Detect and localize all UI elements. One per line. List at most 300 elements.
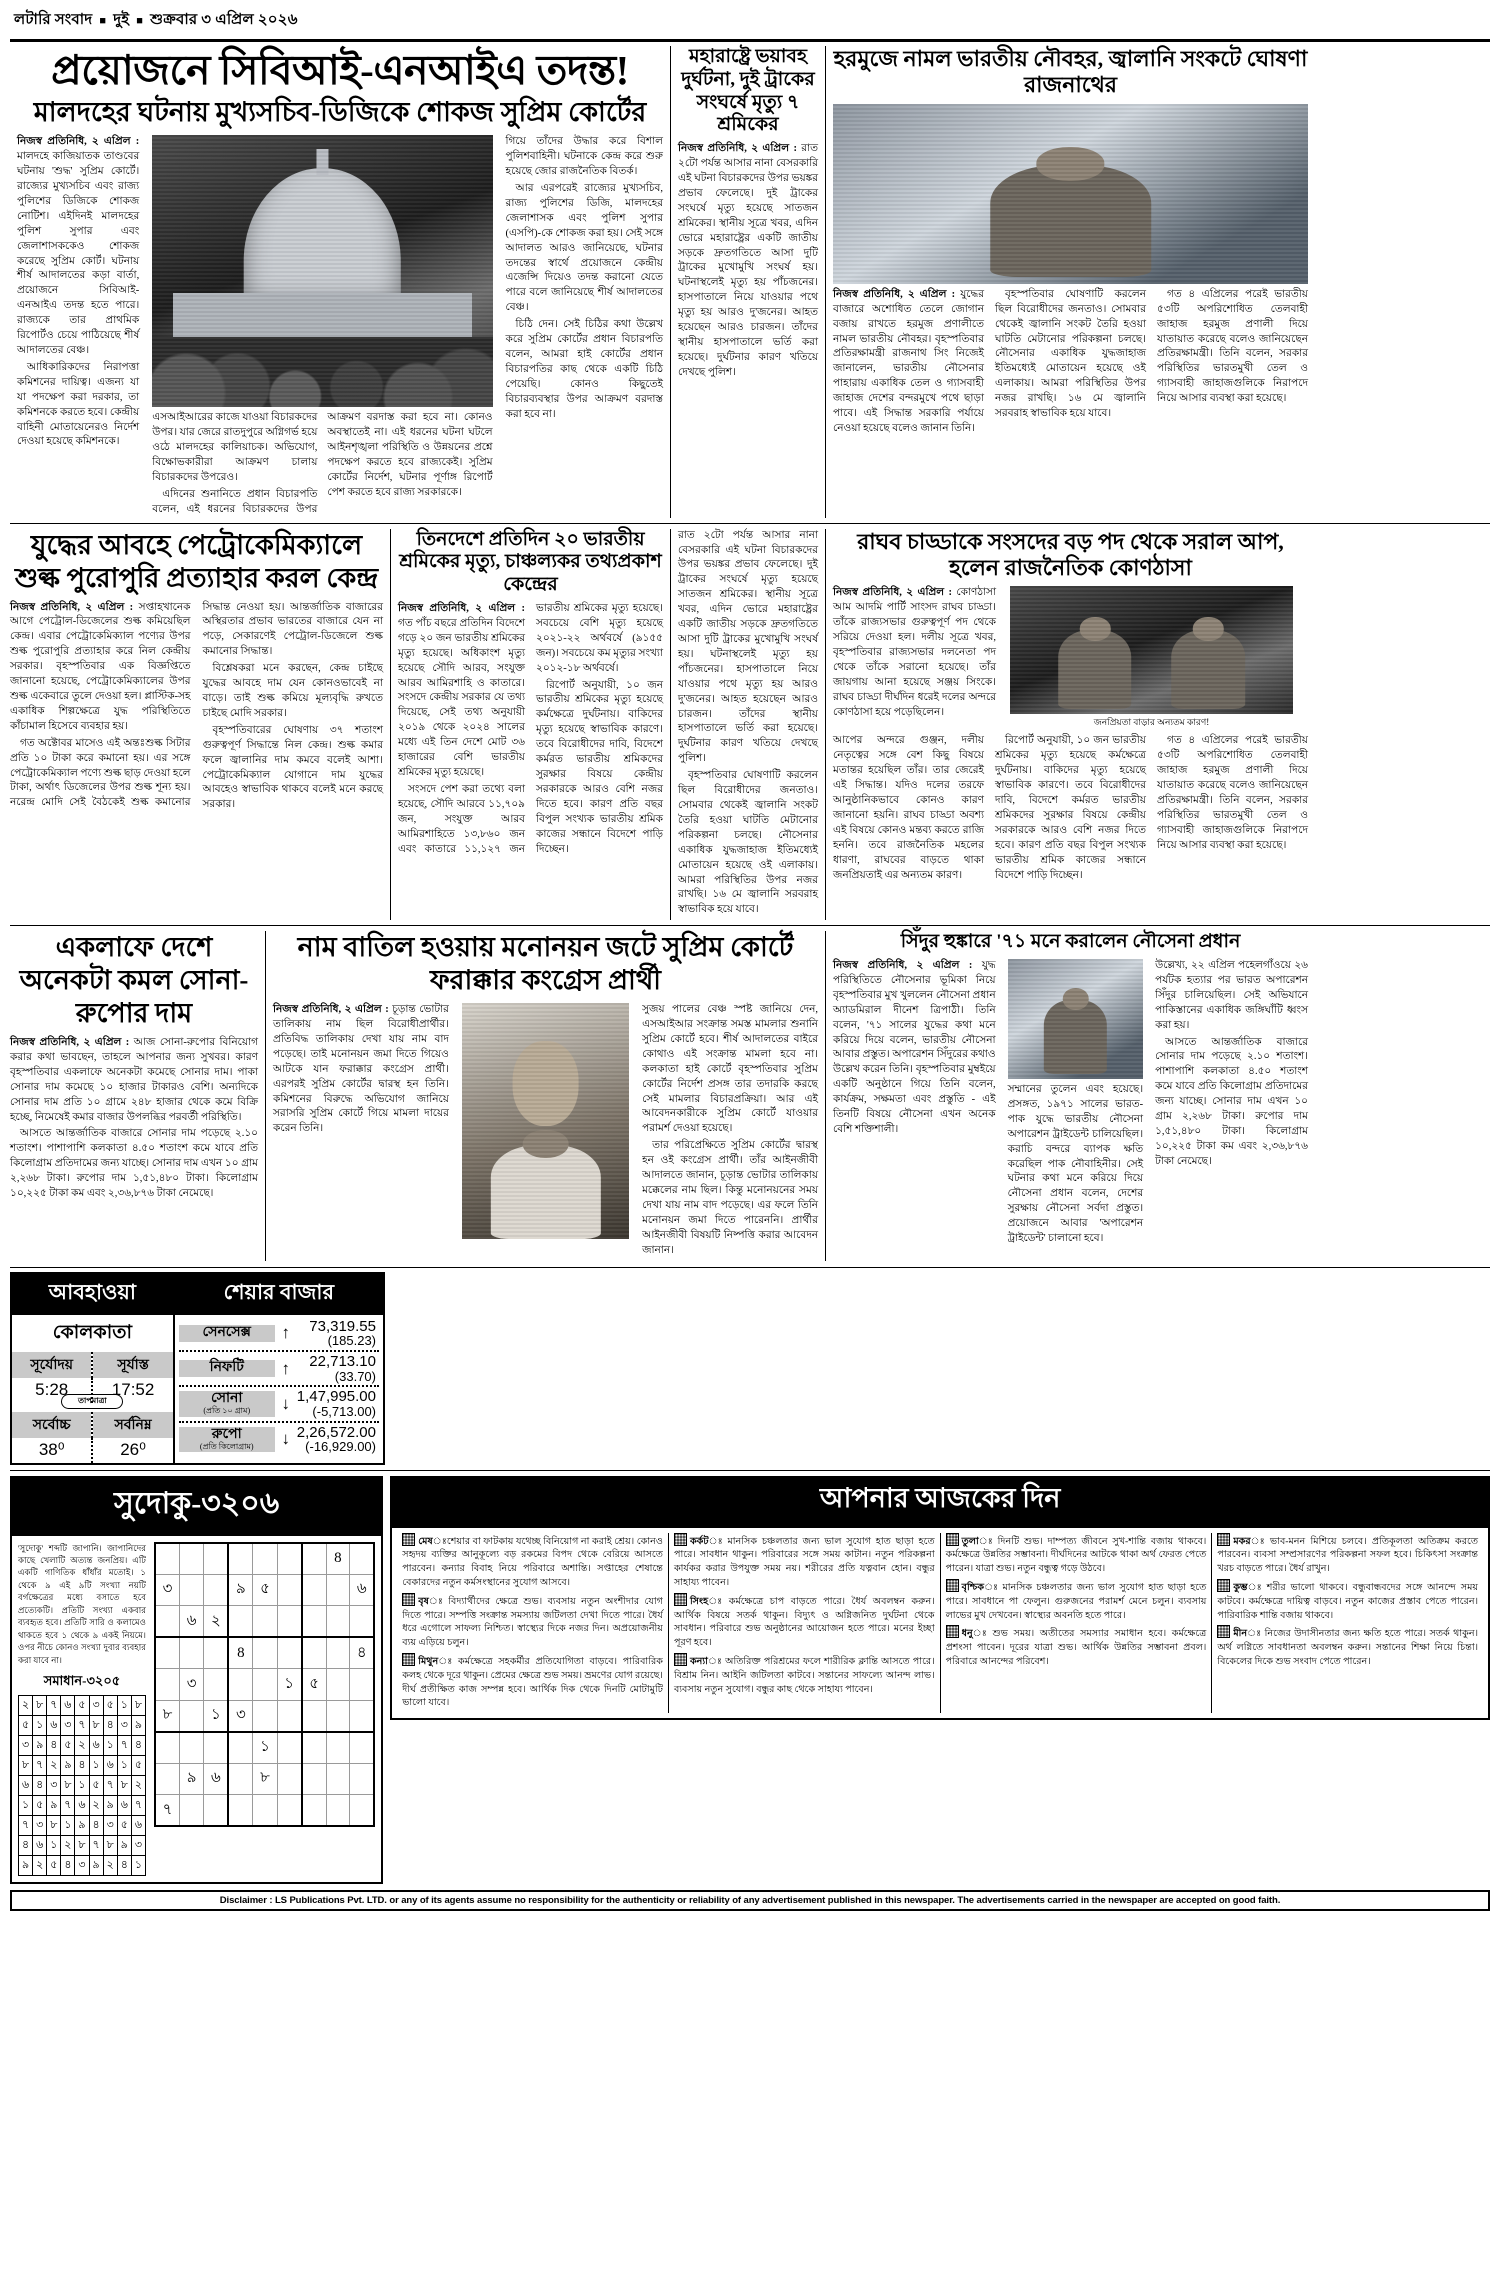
sudoku-solution-cell: ৩	[33, 1816, 47, 1836]
sudoku-row	[155, 1669, 374, 1701]
horoscope-column	[1211, 1533, 1483, 1714]
lead-col-1b: আধিকারিকদের নিরাপত্তা কমিশনের দায়িত্ব। এজন্য যা যা পদক্ষেপ করা দরকার, তা কমিশনকে করতে হবে। কেন্দ্রীয় বাহিনী মোতায়েনেরও নির্দেশ দেওয়া হয়েছে কমিশনকে।	[17, 361, 140, 448]
sudoku-cell[interactable]	[180, 1732, 204, 1764]
sudoku-solution-cell: ৩	[47, 1776, 61, 1796]
gold-col-2: আসতে আন্তর্জাতিক বাজারে সোনার দাম পড়েছে ২.১০ শতাংশ। পাশাপাশি কলকাতা ৪.৫০ শতাংশ কমে যাবে প্রতি কিলোগ্রাম প্রতিদামের জন্য যাচ্ছে। সোনার দাম এখন ১০ গ্রাম ২,২৬৮ টাকা। রুপোর দাম ১,৫১,৪৮০ টাকা। কিলোগ্রাম ১০,২২৫ টাকা কম এবং ২,৩৬,৮৭৬ টাকা নেমেছে।	[10, 1128, 258, 1200]
lead-col-2: এসআইআরের কাজে যাওয়া বিচারকদের উপর। যার জেরে রাতদুপুরে অগ্নিগর্ভ হয়ে ওঠে মালদহের কালিয়াচক। অভিযোগ, বিক্ষোভকারীরা আক্রমণ চালায় বিচারকদের উপরেও।	[152, 412, 318, 483]
raghav-headline: রাঘব চাড্ডাকে সংসদের বড় পদ থেকে সরাল আপ, হলেন রাজনৈতিক কোণঠাসা	[857, 528, 1284, 581]
masthead-bullet-2: ■	[136, 15, 144, 27]
share-up-arrow-icon: ↑	[281, 1358, 290, 1378]
sudoku-solution-cell: ২	[47, 1756, 61, 1776]
maharashtra-story	[670, 46, 825, 518]
lead-col-1: মালদহে কাজিয়াতক তাণ্ডবের ঘটনায় 'শুদ্ধ' সুপ্রিম কোর্টে। রাজ্যের মুখ্যসচিব এবং রাজ্য পুলিশের ডিজিকে শোকজ নোটিশ। এইদিনই মালদহের পুলিশ সুপার এবং জেলাশাসককেও শোকজ করেছে সুপ্রিম কোর্ট। ঘটনায় শীর্ষ আদালতের কড়া বার্তা, প্রয়োজনে সিবিআই-এনআইএ তদন্ত হতে পারে। রাজ্যকে তার প্রাথমিক রিপোর্টও চেয়ে পাঠিয়েছে শীর্ষ আদালতের বেঞ্চ।	[17, 151, 140, 356]
sudoku-cell[interactable]: ২	[204, 1606, 229, 1638]
zodiac-glyph-icon	[946, 1533, 959, 1546]
band-divider-2	[10, 925, 1490, 926]
disclaimer: Disclaimer : LS Publications Pvt. LTD. or any of its agents assume no responsibility for the authenticity or reliability of any advertisement published in this newspaper. The advertisements carried in the newspaper are accepted on good faith.	[10, 1890, 1490, 1911]
gold-col-1: আজ সোনা-রুপোর বিনিয়োগ করার কথা ভাবছেন, তাহলে আপনার জন্য সুখবর। কারণ বৃহস্পতিবার একলাফে অনেকটা কমেছে সোনার দাম। পাকা সোনার দাম কমেছে ১০ হাজার টাকারও বেশি। অন্যদিকে সোনার দাম প্রতি ১০ গ্রামে ২৪৮ হাজার থেকে কমে বিক্রি হচ্ছে, নিমেষেই কমার বাজার উপলব্ধির পরবর্তী পরিস্থিতি।	[10, 1037, 258, 1123]
maharashtra-byline: নিজস্ব প্রতিনিধি, ২ এপ্রিল :	[678, 143, 797, 155]
navy-headline: হরমুজে নামল ভারতীয় নৌবহর, জ্বালানি সংকটে ঘোষণা রাজনাথের	[833, 46, 1308, 98]
zodiac-sign-name: কন্যা	[689, 1656, 708, 1667]
sudoku-cell[interactable]	[277, 1732, 301, 1764]
horoscope-sign	[402, 1533, 663, 1590]
horoscope-sign	[1217, 1625, 1478, 1668]
sudoku-cell[interactable]	[228, 1732, 253, 1764]
zodiac-sign-text: ঃ দিনটি শুভ। দাম্পত্য জীবনে সুখ-শান্তি বজায় থাকবে। কর্মক্ষেত্রে উন্নতির সম্ভাবনা। দীর্ঘদিনের আটকে থাকা অর্থ ফেরত পেতে পারেন। যাত্রা শুভ। নতুন বন্ধুত্ব গড়ে উঠবে।	[945, 1535, 1207, 1575]
sudoku-solution-cell: ৫	[75, 1696, 89, 1716]
sindoor-navy-chief-story	[825, 931, 1315, 1260]
sudoku-solution-cell: ৩	[131, 1836, 145, 1856]
sunset-value: 17:52	[111, 1379, 155, 1399]
sudoku-cell[interactable]	[350, 1669, 375, 1701]
publication-date: শুক্রবার ৩ এপ্রিল ২০২৬	[150, 12, 298, 28]
petro-col-2: গত অক্টোবর মাসেও এই অন্তঃশুল্ক সিটার প্রতি ১০ টাকা করে কমানো হয়। এর সঙ্গে পেট্রোকেমিক্যাল পণ্যে শুল্ক ছাড় দেওয়া হলে টাকা, অর্থাৎ ডিজেলের উপর শুল্ক শূন্য হয়। নরেন্দ্র মোদি সেই বৈঠকেই শুল্ক কমানোর সিদ্ধান্ত নেওয়া হয়। আন্তর্জাতিক বাজারের অস্থিরতার প্রভাব ভারতের বাজারে যেন না পড়ে, সেকারণেই পেট্রোল-ডিজেলে শুল্ক কমানোর সিদ্ধান্ত।	[10, 601, 383, 809]
weather-title: আবহাওয়া	[12, 1274, 173, 1315]
sudoku-row	[155, 1574, 374, 1606]
sudoku-cell[interactable]: ৬	[204, 1763, 229, 1795]
zodiac-sign-name: বৃশ্চিক	[961, 1581, 985, 1593]
info-box	[10, 1272, 385, 1465]
sudoku-solution-cell: ৫	[103, 1696, 117, 1716]
share-unit: (প্রতি ১০ গ্রাম)	[203, 1406, 251, 1416]
horoscope-column	[940, 1533, 1212, 1714]
sudoku-solution-row	[19, 1856, 146, 1876]
sudoku-solution-cell: ৫	[61, 1736, 75, 1756]
sudoku-cell[interactable]	[155, 1606, 180, 1638]
sudoku-cell[interactable]	[253, 1543, 277, 1575]
sudoku-cell[interactable]	[155, 1637, 180, 1669]
sudoku-cell[interactable]	[302, 1763, 326, 1795]
share-name: নিফটি	[179, 1360, 275, 1377]
sudoku-cell[interactable]: ৪	[350, 1637, 375, 1669]
navy-byline: নিজস্ব প্রতিনিধি, ২ এপ্রিল :	[833, 288, 956, 300]
sudoku-cell[interactable]	[228, 1763, 253, 1795]
navy-story	[825, 46, 1315, 518]
temperature-badge: তাপমাত্রা	[61, 1394, 123, 1409]
band-divider-3	[10, 1267, 1490, 1268]
zodiac-glyph-icon	[946, 1579, 959, 1592]
sudoku-cell[interactable]	[350, 1763, 375, 1795]
lead-col-3: এদিনের শুনানিতে প্রধান বিচারপতি বলেন, এই ধরনের বিচারকদের উপর আক্রমণ বরদাস্ত করা হবে না। কোনও অবস্থাতেই না। এই ধরনের ঘটনা ঘটলে আইনশৃঙ্খলা পরিস্থিতি ও উন্নয়নের প্রশ্নে পদক্ষেপ করতে হবে রাজ্যকেই। সুপ্রিম কোর্টের নির্দেশ, ঘটনার পূর্ণাঙ্গ রিপোর্ট পেশ করতে হবে রাজ্য সরকারকে।	[152, 412, 493, 515]
sudoku-cell[interactable]	[204, 1732, 229, 1764]
zodiac-sign-text: ঃ ভাব-মনন মিশিয়ে চলবে। প্রতিকূলতা অতিক্রম করতে পারবেন। ব্যবসা সম্প্রসারণের পরিকল্পনা সফল হবে। চিকিৎসা সংক্রান্ত খরচ বাড়তে পারে। ধৈর্য রাখুন।	[1217, 1535, 1479, 1575]
tin-headline: তিনদেশে প্রতিদিন ২০ ভারতীয় শ্রমিকের মৃত্যু, চাঞ্চল্যকর তথ্যপ্রকাশ কেন্দ্রের	[399, 528, 662, 596]
lead-story	[10, 46, 670, 518]
lead-headline: মালদহের ঘটনায় মুখ্যসচিব-ডিজিকে শোকজ সুপ্রিম কোর্টের	[33, 97, 647, 128]
sudoku-cell[interactable]	[302, 1606, 326, 1638]
migrant-workers-story	[390, 529, 670, 921]
sudoku-cell[interactable]	[277, 1606, 301, 1638]
congress-headline: নাম বাতিল হওয়ায় মনোনয়ন জটে সুপ্রিম কোর্টে ফরাক্কার কংগ্রেস প্রার্থী	[297, 932, 794, 996]
sudoku-solution-cell: ৩	[117, 1716, 131, 1736]
sudoku-solution-cell: ৯	[61, 1756, 75, 1776]
share-row	[179, 1352, 379, 1387]
petro-col-3: বিশ্লেষকরা মনে করছেন, কেন্দ্র চাইছে যুদ্ধের আবহে দাম যেন কোনওভাবেই না বাড়ে। তাই শুল্ক কমিয়ে মূল্যবৃদ্ধি রুখতে চাইছে মোদি সরকার।	[202, 663, 383, 719]
sudoku-solution-cell: ৯	[117, 1836, 131, 1856]
sudoku-solution-cell: ১	[47, 1836, 61, 1856]
weather-city: কোলকাতা	[52, 1321, 132, 1343]
masthead-rule	[10, 39, 1490, 42]
sudoku-solution-cell: ৪	[47, 1736, 61, 1756]
sudoku-solution-cell: ৩	[103, 1816, 117, 1836]
zodiac-sign-text: ঃশেয়ার বা ফাটকায় যথেচ্ছ বিনিয়োগ না করাই শ্রেয়। কোনও সহৃদয় ব্যক্তির আনুকূল্যে বড় রকমের বিপদ থেকে বেরিয়ে আসতে পারবেন। কন্যার বিবাহ নিয়ে পরিবারে অশান্তি। সপ্তাহের শেষান্তে বেকারদের নতুন কর্মসংস্থানের সুযোগ আসবে।	[402, 1535, 663, 1588]
sudoku-row	[155, 1606, 374, 1638]
raghav-byline: নিজস্ব প্রতিনিধি, ২ এপ্রিল :	[833, 587, 952, 599]
masthead	[10, 6, 1490, 37]
sudoku-solution-cell: ৬	[61, 1696, 75, 1716]
rajnath-photo	[833, 104, 1308, 284]
sudoku-cell[interactable]	[253, 1606, 277, 1638]
max-temp-label: সর্বোচ্চ	[12, 1412, 91, 1438]
sudoku-cell[interactable]	[277, 1543, 301, 1575]
sudoku-solution-cell: ৯	[103, 1796, 117, 1816]
sudoku-solution-cell: ৬	[47, 1716, 61, 1736]
share-row	[179, 1317, 379, 1352]
gold-byline: নিজস্ব প্রতিনিধি, ২ এপ্রিল :	[10, 1037, 130, 1049]
sudoku-solution-cell: ৪	[19, 1836, 33, 1856]
sudoku-cell[interactable]: ৮	[155, 1700, 180, 1732]
sudoku-cell[interactable]	[302, 1700, 326, 1732]
horoscope-sign	[946, 1533, 1207, 1576]
sudoku-cell[interactable]	[277, 1700, 301, 1732]
sudoku-cell[interactable]	[350, 1606, 375, 1638]
sudoku-cell[interactable]	[180, 1543, 204, 1575]
share-value: 1,47,995.00 (-5,713.00)	[296, 1388, 376, 1420]
horoscope-sign	[1217, 1579, 1478, 1622]
sudoku-solution-cell: ৮	[89, 1716, 103, 1736]
sudoku-cell[interactable]	[204, 1543, 229, 1575]
lead-byline: নিজস্ব প্রতিনিধি, ২ এপ্রিল :	[17, 136, 140, 148]
sudoku-cell[interactable]	[326, 1606, 350, 1638]
sudoku-solution-cell: ৪	[75, 1756, 89, 1776]
sudoku-title: সুদোকু-৩২০৬	[10, 1476, 383, 1536]
sindoor-col-2: সম্মানের তুলেন এবং হয়েছে। প্রসঙ্গত, ১৯৭১ সালের ভারত-পাক যুদ্ধে ভারতীয় নৌসেনা অপারেশন ট্রাইডেন্ট চালিয়েছিল। করাচি বন্দরে ব্যাপক ক্ষতি করেছিল পাক নৌবাহিনীর। সেই ঘটনার কথা মনে করিয়ে দিয়ে নৌসেনা প্রধান বলেন, দেশের সুরক্ষায় নৌসেনা সর্বদা প্রস্তুত। প্রয়োজনে আবার 'অপারেশন ট্রাইডেন্ট' চালানো হবে।	[1007, 1084, 1144, 1245]
sudoku-cell[interactable]	[228, 1795, 253, 1827]
sudoku-solution-cell: ৪	[131, 1736, 145, 1756]
zodiac-glyph-icon	[402, 1533, 415, 1546]
sudoku-cell[interactable]: 8	[228, 1637, 253, 1669]
sudoku-cell[interactable]	[326, 1763, 350, 1795]
share-change: (185.23)	[327, 1333, 376, 1349]
share-row	[179, 1423, 379, 1456]
maharashtra-text: রাত ২টো পর্যন্ত আসার নানা বেসরকারি এই ঘটনা বিচারকদের উপর ভয়ঙ্কর প্রভাব ফেলেছে। দুই ট্রাকের সংঘর্ষে মৃত্যু হয়েছে সাতজন শ্রমিকের। স্থানীয় সূত্রে খবর, এদিন ভোরে মহারাষ্ট্রের একটি জাতীয় সড়কে দ্রুতগতিতে আসা দুটি ট্রাকের মুখোমুখি সংঘর্ষ হয়। ঘটনাস্থলেই মৃত্যু হয় পাঁচজনের। হাসপাতালে নিয়ে যাওয়ার পথে মৃত্যু হয় আরও দু'জনের। আহত হয়েছেন আরও চারজন। তাঁদের স্থানীয় হাসপাতালে ভর্তি করা হয়েছে। দুর্ঘটনার কারণ খতিয়ে দেখছে পুলিশ।	[678, 143, 818, 378]
zodiac-glyph-icon	[1217, 1533, 1230, 1546]
sudoku-cell[interactable]	[180, 1795, 204, 1827]
share-change: (33.70)	[334, 1368, 376, 1384]
sudoku-cell[interactable]: ৩	[180, 1669, 204, 1701]
sudoku-cell[interactable]: ৭	[155, 1795, 180, 1827]
sudoku-cell[interactable]	[326, 1795, 350, 1827]
navy-col-1: যুদ্ধের বাজারে অশোধিত তেলে জোগান বজায় রাখতে হরমুজ প্রণালীতে নামল ভারতীয় নৌবহর। বৃহস্পতিবার প্রতিরক্ষামন্ত্রী রাজনাথ সিং নিজেই জানালেন, ভারতীয় নৌসেনার পাহারায় একাধিক তেল ও গ্যাসবাহী জাহাজ দেশের বন্দরমুখে পথে ছাড়া পাবে। এই সিদ্ধান্ত সরকারি পর্যায়ে নেওয়া হয়েছে বলেও জানান তিনি।	[833, 288, 984, 434]
horoscope-sign	[674, 1533, 935, 1590]
sudoku-solution-cell: ১	[117, 1696, 131, 1716]
navy-col-2: বৃহস্পতিবার ঘোষণাটি করলেন ছিল বিরোধীদের জনতাও। সোমবার থেকেই জ্বালানি সংকট তৈরি হওয়া ঘাটতি মেটানোর পরিকল্পনা চলছে। নৌসেনার একাধিক যুদ্ধজাহাজ ইতিমধ্যেই মোতায়েন হয়েছে ওই এলাকায়। আমরা পরিস্থিতির উপর নজর রাখছি। ১৬ মে জ্বালানি সরবরাহ স্বাভাবিক হয়ে যাবে।	[995, 288, 1146, 420]
lead-col-5: আর এরপরেই রাজ্যের মুখ্যসচিব, রাজ্য পুলিশের ডিজি, মালদহের জেলাশাসক এবং পুলিশ সুপার (এসপি)-কে শোকজ করা হয়। সেই সঙ্গে আদালত আরও জানিয়েছে, ঘটনার তদন্তের স্বার্থে প্রয়োজনে কেন্দ্রীয় এজেন্সি দিয়েও তদন্ত করানো যেতে পারে বলে জানিয়েছে শীর্ষ আদালতের বেঞ্চ।	[505, 183, 663, 314]
sindoor-headline: সিঁদুর হুঙ্কারে '৭১ মনে করালেন নৌসেনা প্রধান	[900, 931, 1241, 953]
tin-col-3: রিপোর্ট অনুযায়ী, ১০ জন ভারতীয় শ্রমিকের মৃত্যু হয়েছে কর্মক্ষেত্রে দুর্ঘটনায়। বাকিদের মৃত্যু হয়েছে স্বাভাবিক কারণে। তবে বিরোধীদের দাবি, বিদেশে কর্মরত ভারতীয় শ্রমিকদের সুরক্ষার বিষয়ে কেন্দ্রীয় সরকারকে আরও বেশি নজর দিতে হবে। কারণ প্রতি বছর বিপুল সংখ্যক ভারতীয় শ্রমিক কাজের সন্ধানে বিদেশে পাড়ি দিচ্ছেন।	[536, 679, 663, 855]
sudoku-cell[interactable]	[253, 1669, 277, 1701]
sudoku-cell[interactable]: ১	[277, 1669, 301, 1701]
sudoku-cell[interactable]	[228, 1543, 253, 1575]
sudoku-solution-row	[19, 1776, 146, 1796]
navy-col-3: গত ৪ এপ্রিলের পরেই ভারতীয় ৫৩টি অপরিশোধিত তেলবাহী জাহাজ হরমুজ প্রণালী দিয়ে যাতায়াত করেছে বলেও জানিয়েছেন প্রতিরক্ষামন্ত্রী। তিনি বলেন, সরকার পরিস্থিতির ভারতমুখী তেল ও গ্যাসবাহী জাহাজগুলিকে নিরাপদে নিয়ে আসার ব্যবস্থা করা হয়েছে।	[1157, 288, 1308, 405]
zodiac-sign-name: ধনু	[961, 1628, 973, 1640]
sudoku-cell[interactable]: ৮	[253, 1763, 277, 1795]
sudoku-solution-cell: ৯	[47, 1796, 61, 1816]
lead-col-4: গিয়ে তাঁদের উদ্ধার করে বিশাল পুলিশবাহিনী। ঘটনাকে কেন্দ্র করে শুরু হয়েছে জোর রাজনৈতিক বিতর্ক।	[505, 136, 663, 178]
sudoku-cell[interactable]: ৫	[302, 1669, 326, 1701]
petro-byline: নিজস্ব প্রতিনিধি, ২ এপ্রিল :	[10, 601, 134, 613]
sudoku-solution-cell: ৯	[89, 1856, 103, 1876]
lead-col-6: চিঠি দেন। সেই চিঠির কথা উল্লেখ করে সুপ্রিম কোর্টের প্রধান বিচারপতি বলেন, আমরা হাই কোর্টের প্রধান বিচারপতির কাছ থেকে একটি চিঠি পেয়েছি। কোনও কিছুতেই বিচারব্যবস্থার উপর আক্রমণ বরদাস্ত করা হবে না।	[505, 319, 663, 420]
zodiac-sign-name: বৃষ	[418, 1595, 429, 1607]
sindoor-col-4: আসতে আন্তর্জাতিক বাজারে সোনার দাম পড়েছে ২.১০ শতাংশ। পাশাপাশি কলকাতা ৪.৫০ শতাংশ কমে যাবে প্রতি কিলোগ্রাম প্রতিদামের জন্য যাচ্ছে। সোনার দাম এখন ১০ গ্রাম ২,২৬৮ টাকা। রুপোর দাম ১,৫১,৪৮০ টাকা। কিলোগ্রাম ১০,২২৫ টাকা কম এবং ২,৩৬,৮৭৬ টাকা নেমেছে।	[1155, 1036, 1309, 1167]
horoscope-sign	[402, 1653, 663, 1710]
sudoku-cell[interactable]	[302, 1543, 326, 1575]
zodiac-sign-text: ঃ অতিরিক্ত পরিশ্রমের ফলে শারীরিক ক্লান্তি আসতে পারে। বিশ্রাম নিন। আইনি জটিলতা কাটবে। সন্তানের সাফল্যে আনন্দ লাভ। ব্যবসায় নতুন সুযোগ। বন্ধুর কাছ থেকে সাহায্য পাবেন।	[673, 1656, 935, 1695]
sudoku-cell[interactable]	[277, 1637, 301, 1669]
sudoku-solution-cell: ৭	[117, 1736, 131, 1756]
horoscope-sign	[402, 1593, 663, 1650]
sudoku-cell[interactable]: 8	[326, 1543, 350, 1575]
band-divider-1	[10, 523, 1490, 524]
sudoku-cell[interactable]	[326, 1574, 350, 1606]
sudoku-solution-cell: ৬	[117, 1796, 131, 1816]
gold-headline: একলাফে দেশে অনেকটা কমল সোনা-রুপোর দাম	[19, 932, 249, 1029]
sudoku-solution-cell: ৯	[75, 1816, 89, 1836]
share-rows	[175, 1315, 383, 1459]
sudoku-cell[interactable]: ৩	[155, 1574, 180, 1606]
sudoku-cell[interactable]	[155, 1763, 180, 1795]
sudoku-solution-cell: ৯	[19, 1856, 33, 1876]
sunrise-label: সূর্যোদয়	[12, 1352, 91, 1378]
sudoku-solution-cell: ১	[89, 1756, 103, 1776]
sudoku-cell[interactable]	[204, 1669, 229, 1701]
sudoku-cell[interactable]	[277, 1574, 301, 1606]
raghav-col-4: গত ৪ এপ্রিলের পরেই ভারতীয় ৫৩টি অপরিশোধিত তেলবাহী জাহাজ হরমুজ প্রণালী দিয়ে যাতায়াত করেছে বলেও জানিয়েছেন প্রতিরক্ষামন্ত্রী। তিনি বলেন, সরকার পরিস্থিতির ভারতমুখী তেল ও গ্যাসবাহী জাহাজগুলিকে নিরাপদে নিয়ে আসার ব্যবস্থা করা হয়েছে।	[1157, 735, 1308, 851]
zodiac-sign-text: ঃ নিজের উদাসীনতার জন্য ক্ষতি হতে পারে। সতর্ক থাকুন। অর্থ লগ্নিতে সাবধানতা অবলম্বন করুন। সন্তানের শিক্ষা নিয়ে চিন্তা। বিকেলের দিকে শুভ সংবাদ পেতে পারেন।	[1217, 1628, 1479, 1667]
zodiac-glyph-icon	[1217, 1625, 1230, 1638]
sudoku-solution-cell: ১	[75, 1776, 89, 1796]
sunrise-value: 5:28	[35, 1379, 69, 1399]
sudoku-solution-cell: ৫	[33, 1796, 47, 1816]
paper-name: লটারি সংবাদ	[14, 12, 93, 28]
sudoku-cell[interactable]	[180, 1574, 204, 1606]
sudoku-cell[interactable]	[180, 1637, 204, 1669]
sudoku-cell[interactable]	[253, 1700, 277, 1732]
petro-col-4: বৃহস্পতিবারের ঘোষণায় ৩৭ শতাংশ গুরুত্বপূর্ণ সিদ্ধান্তে নিল কেন্দ্র। শুল্ক কমার ফলে জ্বালানির দাম কমবে বলেই আশা। পেট্রোকেমিক্যাল যোগানে দাম যুদ্ধের আবহেও স্বাভাবিক থাকবে বলেই মনে করছে সরকার।	[202, 724, 383, 811]
sudoku-cell[interactable]	[204, 1637, 229, 1669]
sudoku-solution-cell: ৮	[61, 1776, 75, 1796]
sudoku-solution-cell: ৬	[33, 1836, 47, 1856]
raghav-photo-caption: জনপ্রিয়তা বাড়ার অন্যতম কারণ!	[1093, 717, 1210, 728]
sudoku-row	[155, 1543, 374, 1575]
sudoku-cell[interactable]: ৫	[253, 1574, 277, 1606]
min-temp-label: সর্বনিম্ন	[93, 1412, 172, 1438]
congress-col-2: সুজয় পালের বেঞ্চ স্পষ্ট জানিয়ে দেন, এসআইআর সংক্রান্ত সমস্ত মামলার শুনানি সুপ্রিম কোর্টে হবে। শীর্ষ আদালতের বাইরে কোথাও এই সংক্রান্ত মামলা হবে না। কলকাতা হাই কোর্টে বৃহস্পতিবার সুপ্রিম কোর্টের নির্দেশ প্রসঙ্গ তার তদারকি করছে সেই মামলার বিচারপ্রক্রিয়া। আর এই আবেদনকারীকে সুপ্রিম কোর্টে যাওয়ার পরামর্শ দেওয়া হয়েছে।	[642, 1004, 819, 1135]
sudoku-solution-cell: ৮	[47, 1816, 61, 1836]
sudoku-cell[interactable]	[326, 1700, 350, 1732]
sudoku-solution-cell: ৫	[117, 1816, 131, 1836]
zodiac-glyph-icon	[402, 1593, 415, 1606]
sudoku-solution-cell: ৮	[103, 1836, 117, 1856]
raghav-chadha-story	[825, 529, 1315, 921]
zodiac-glyph-icon	[946, 1625, 959, 1638]
sudoku-cell[interactable]	[155, 1669, 180, 1701]
share-value: 73,319.55 (185.23)	[297, 1319, 379, 1348]
sudoku-cell[interactable]	[228, 1606, 253, 1638]
sudoku-cell[interactable]	[253, 1637, 277, 1669]
sudoku-cell[interactable]: ৩	[228, 1700, 253, 1732]
horoscope-block	[390, 1476, 1490, 1721]
raghav-col-3: রিপোর্ট অনুযায়ী, ১০ জন ভারতীয় শ্রমিকের মৃত্যু হয়েছে কর্মক্ষেত্রে দুর্ঘটনায়। বাকিদের মৃত্যু হয়েছে স্বাভাবিক কারণে। তবে বিরোধীদের দাবি, বিদেশে কর্মরত ভারতীয় শ্রমিকদের সুরক্ষার বিষয়ে কেন্দ্রীয় সরকারকে আরও বেশি নজর দিতে হবে। কারণ প্রতি বছর বিপুল সংখ্যক ভারতীয় শ্রমিক কাজের সন্ধানে বিদেশে পাড়ি দিচ্ছেন।	[995, 735, 1146, 881]
horoscope-sign	[946, 1579, 1207, 1622]
sudoku-solution-cell: ২	[33, 1856, 47, 1876]
raghav-col-2: আপের অন্দরে গুঞ্জন, দলীয় নেতৃত্বের সঙ্গে বেশ কিছু বিষয়ে মতান্তর হয়েছিল তাঁর। তার জেরেই এই সিদ্ধান্ত। যদিও দলের তরফে আনুষ্ঠানিকভাবে কোনও কারণ জানানো হয়নি। রাঘব চাড্ডা অবশ্য এই বিষয়ে কোনও মন্তব্য করতে রাজি হননি। তবে রাজনৈতিক মহলের ধারণা, রাঘবের বাড়তে থাকা জনপ্রিয়তাই এর অন্যতম কারণ।	[833, 735, 984, 881]
congress-col-1: চূড়ান্ত ভোটার তালিকায় নাম ছিল বিরোধীপ্রার্থীর। প্রতিবিদ্ধ তালিকায় দেখা যায় নাম বাদ পড়েছে। তাই মনোনয়ন জমা দিতে গিয়েও আটকে যান ফরাক্কার কংগ্রেস প্রার্থী। এরপরই সুপ্রিম কোর্টের দ্বারস্থ হন তিনি। কমিশনের বিরুদ্ধে অভিযোগ জানিয়ে সরাসরি সুপ্রিম কোর্টে গিয়ে মামলা দায়ের করেন তিনি।	[273, 1004, 449, 1135]
zodiac-glyph-icon	[1217, 1579, 1230, 1592]
horoscope-sign	[674, 1653, 935, 1696]
sindoor-col-1: যুদ্ধ পরিস্থিতিতে নৌসেনার ভূমিকা নিয়ে বৃহস্পতিবার মুখ খুললেন নৌসেনা প্রধান অ্যাডমিরাল দীনেশ ত্রিপাঠী। তিনি বলেন, '৭১ সালের যুদ্ধের কথা মনে করিয়ে দিয়ে বলেন, ভারতীয় নৌসেনা আবার প্রস্তুত। অপারেশন সিঁদুরের কথাও উল্লেখ করেন তিনি। বৃহস্পতিবার মুম্বইয়ে একটি অনুষ্ঠানে গিয়ে তিনি বলেন, কার্যক্রম, সক্ষমতা এবং প্রস্তুতি - এই তিনটি বিষয়ে নৌসেনা এখন অনেক বেশি শক্তিশালী।	[833, 960, 996, 1135]
sudoku-cell[interactable]	[204, 1795, 229, 1827]
sudoku-cell[interactable]	[326, 1732, 350, 1764]
sudoku-cell[interactable]	[326, 1637, 350, 1669]
sudoku-cell[interactable]	[302, 1637, 326, 1669]
sudoku-cell[interactable]	[277, 1795, 301, 1827]
sudoku-cell[interactable]	[253, 1795, 277, 1827]
sudoku-solution-cell: ৮	[117, 1776, 131, 1796]
zodiac-sign-name: তুলা	[961, 1535, 979, 1547]
sudoku-solution-cell: ১	[117, 1756, 131, 1776]
sudoku-cell[interactable]	[228, 1669, 253, 1701]
sudoku-solution-cell: ৫	[89, 1776, 103, 1796]
sudoku-solution-cell: ৮	[75, 1836, 89, 1856]
sudoku-solution-cell: ৯	[33, 1736, 47, 1756]
share-row	[179, 1387, 379, 1422]
share-title: শেয়ার বাজার	[175, 1274, 383, 1315]
tin-byline: নিজস্ব প্রতিনিধি, ২ এপ্রিল :	[398, 603, 525, 615]
sudoku-solution-cell: ২	[131, 1776, 145, 1796]
sudoku-solution-cell: ৭	[19, 1816, 33, 1836]
sudoku-cell[interactable]	[350, 1543, 375, 1575]
lead-kicker: প্রয়োজনে সিবিআই-এনআইএ তদন্ত!	[51, 47, 629, 93]
zodiac-sign-text: ঃ মানসিক চঞ্চলতার জন্য ভাল সুযোগ হাত ছাড়া হতে পারে। সাবধান থাকুন। পরিবারের সঙ্গে সময় কাটান। নতুন পরিকল্পনা কার্যকর করার উপযুক্ত সময় নয়। শরীরের প্রতি যত্নবান হোন। বন্ধুর সাহায্য পাবেন।	[673, 1535, 935, 1588]
share-name: রুপো (প্রতি কিলোগ্রাম)	[179, 1427, 275, 1452]
sudoku-cell[interactable]	[302, 1795, 326, 1827]
weather-widget	[12, 1274, 175, 1463]
horoscope-sign	[946, 1625, 1207, 1668]
sudoku-solution-row	[19, 1756, 146, 1776]
horoscope-column	[397, 1533, 668, 1714]
share-unit: (প্রতি কিলোগ্রাম)	[199, 1441, 254, 1451]
sudoku-row	[155, 1637, 374, 1669]
share-name: সেনসেক্স	[179, 1325, 275, 1342]
zodiac-sign-name: মেষ	[418, 1535, 433, 1547]
sudoku-solution-cell: ৪	[103, 1716, 117, 1736]
sindoor-byline: নিজস্ব প্রতিনিধি, ২ এপ্রিল :	[833, 960, 973, 972]
share-change: (-16,929.00)	[305, 1439, 376, 1455]
sudoku-cell[interactable]	[155, 1543, 180, 1575]
sudoku-cell[interactable]	[326, 1669, 350, 1701]
sudoku-cell[interactable]: ১	[253, 1732, 277, 1764]
sudoku-solution-title: সমাধান-৩২০৫	[43, 1673, 121, 1689]
sudoku-cell[interactable]	[180, 1700, 204, 1732]
sudoku-cell[interactable]: ৯	[180, 1763, 204, 1795]
sudoku-solution-cell: ৯	[131, 1716, 145, 1736]
horoscope-columns	[390, 1528, 1490, 1721]
sudoku-solution-cell: ৬	[75, 1796, 89, 1816]
sudoku-cell[interactable]: ৬	[350, 1574, 375, 1606]
sudoku-solution-cell: ৭	[47, 1696, 61, 1716]
sudoku-cell[interactable]: ১	[204, 1700, 229, 1732]
sudoku-cell[interactable]	[350, 1700, 375, 1732]
sudoku-cell[interactable]	[155, 1732, 180, 1764]
sudoku-cell[interactable]	[350, 1795, 375, 1827]
zodiac-sign-text: ঃ বিদ্যার্থীদের ক্ষেত্রে শুভ। ব্যবসায় নতুন অংশীদার যোগ দিতে পারে। সম্পত্তি সংক্রান্ত সমস্যায় জটিলতা দেখা দিতে পারে। ধৈর্য ধরে এগোলে সাফল্য নিশ্চিত। স্বাস্থ্যের দিকে নজর দিন। অপ্রয়োজনীয় ব্যয় এড়িয়ে চলুন।	[402, 1595, 663, 1649]
sudoku-solution-cell: ৪	[89, 1816, 103, 1836]
raghav-col-1: কোণঠাসা আম আদমি পার্টি সাংসদ রাঘব চাড্ডা। তাঁকে রাজ্যসভার গুরুত্বপূর্ণ পদ থেকে সরিয়ে দেওয়া হল। দলীয় সূত্রে খবর, বৃহস্পতিবার রাজ্যসভার দলনেতা পদ থেকে তাঁকে সরানো হয়েছে। তাঁর জায়গায় আনা হয়েছে সঞ্জয় সিংকে। রাঘব চাড্ডা দীর্ঘদিন ধরেই দলের অন্দরে কোণঠাসা হয়ে পড়েছিলেন।	[833, 587, 997, 718]
sudoku-solution-cell: ১	[103, 1736, 117, 1756]
share-up-arrow-icon: ↑	[281, 1323, 290, 1343]
sudoku-cell[interactable]: ৯	[228, 1574, 253, 1606]
zodiac-sign-text: ঃ মানসিক চঞ্চলতার জন্য ভাল সুযোগ হাত ছাড়া হতে পারে। সাবধানে পা ফেলুন। গুরুজনের পরামর্শ মেনে চলুন। ব্যবসায় লাভের মুখ দেখবেন। স্বাস্থ্যের অবনতি হতে পারে।	[945, 1581, 1207, 1621]
sudoku-solution-cell: ৫	[131, 1756, 145, 1776]
zodiac-sign-text: ঃ কর্মক্ষেত্রে সহকর্মীর প্রতিযোগিতা বাড়বে। পারিবারিক কলহ থেকে দূরে থাকুন। প্রেমের ক্ষেত্রে শুভ সময়। ভ্রমণের যোগ রয়েছে। দীর্ঘ প্রতীক্ষিত কাজ সম্পন্ন হবে। আর্থিক দিক থেকে দিনটি মোটামুটি ভালো যাবে।	[402, 1656, 663, 1709]
sudoku-cell[interactable]: ৬	[180, 1606, 204, 1638]
zodiac-sign-text: ঃ কর্মক্ষেত্রে চাপ বাড়তে পারে। ধৈর্য অবলম্বন করুন। আর্থিক বিষয়ে সতর্ক থাকুন। বিদ্যুৎ ও অগ্নিজনিত দুর্ঘটনা থেকে সাবধান। পরিবারে শুভ অনুষ্ঠানের আয়োজন হতে পারে। মনের ইচ্ছা পূরণ হবে।	[673, 1595, 935, 1649]
sudoku-puzzle-grid[interactable]	[154, 1542, 375, 1828]
zodiac-sign-text: ঃ শরীর ভালো থাকবে। বন্ধুবান্ধবদের সঙ্গে আনন্দে সময় কাটবে। কর্মক্ষেত্রে দায়িত্ব বাড়বে। নতুন কাজের প্রস্তাব পেতে পারেন। পারিবারিক শান্তি বজায় থাকবে।	[1217, 1581, 1479, 1621]
maha-cont-1: রাত ২টো পর্যন্ত আসার নানা বেসরকারি এই ঘটনা বিচারকদের উপর ভয়ঙ্কর প্রভাব ফেলেছে। দুই ট্রাকের সংঘর্ষে মৃত্যু হয়েছে সাতজন শ্রমিকের। স্থানীয় সূত্রে খবর, এদিন ভোরে মহারাষ্ট্রের একটি জাতীয় সড়কে দ্রুতগতিতে আসা দুটি ট্রাকের মুখোমুখি সংঘর্ষ হয়। ঘটনাস্থলেই মৃত্যু হয় পাঁচজনের। হাসপাতালে নিয়ে যাওয়ার পথে মৃত্যু হয় আরও দু'জনের। আহত হয়েছেন আরও চারজন। তাঁদের স্থানীয় হাসপাতালে ভর্তি করা হয়েছে। দুর্ঘটনার কারণ খতিয়ে দেখছে পুলিশ।	[678, 529, 818, 765]
tin-col-2: সংসদে পেশ করা তথ্যে বলা হয়েছে, সৌদি আরবে ১১,৭০৯ জন, সংযুক্ত আরব আমিরশাহিতে ১৩,৮৬০ জন এবং কাতারে ১১,১২৭ জন ভারতীয় শ্রমিকের মৃত্যু হয়েছে। সবচেয়ে বেশি মৃত্যু হয়েছে ২০২১-২২ অর্থবর্ষে (৯১৫৫ জন)। সবচেয়ে কম মৃত্যুর সংখ্যা ২০১২-১৮ অর্থবর্ষে।	[398, 603, 663, 855]
sudoku-cell[interactable]	[204, 1574, 229, 1606]
sudoku-solution-cell: ২	[61, 1836, 75, 1856]
sudoku-solution-cell: ৪	[117, 1856, 131, 1876]
sudoku-solution-cell: ৬	[89, 1736, 103, 1756]
sudoku-cell[interactable]	[302, 1574, 326, 1606]
sudoku-cell[interactable]	[302, 1732, 326, 1764]
sudoku-solution-cell: ৬	[131, 1816, 145, 1836]
sudoku-solution-row	[19, 1836, 146, 1856]
horoscope-column	[668, 1533, 940, 1714]
maharashtra-headline: মহারাষ্ট্রে ভয়াবহ দুর্ঘটনা, দুই ট্রাকের সংঘর্ষে মৃত্যু ৭ শ্রমিকের	[681, 46, 815, 136]
sindoor-col-3: উল্লেখ্য, ২২ এপ্রিল পহেলগাঁওয়ে ২৬ পর্যটক হত্যার পর ভারত অপারেশন সিঁদুর চালিয়েছিল। সেই অভিযানে পাকিস্তানের একাধিক জঙ্গিঘাঁটি ধ্বংস করা হয়।	[1155, 960, 1309, 1031]
sudoku-solution-cell: ৩	[61, 1716, 75, 1736]
sudoku-row	[155, 1732, 374, 1764]
sunset-label: সূর্যাস্ত	[93, 1352, 172, 1378]
sudoku-solution-row	[19, 1696, 146, 1716]
zodiac-sign-name: কুম্ভ	[1233, 1581, 1248, 1593]
sudoku-solution-cell: ১	[131, 1856, 145, 1876]
weather-share-block	[10, 1272, 385, 1465]
sudoku-solution-cell: ১	[19, 1796, 33, 1816]
raghav-photo	[1010, 586, 1293, 714]
sudoku-solution-cell: ৮	[33, 1696, 47, 1716]
zodiac-sign-name: কর্কট	[689, 1535, 709, 1547]
sudoku-solution-cell: ৪	[61, 1856, 75, 1876]
sudoku-block	[10, 1476, 383, 1885]
sudoku-cell[interactable]	[277, 1763, 301, 1795]
sudoku-row	[155, 1763, 374, 1795]
sudoku-solution-cell: ৩	[75, 1856, 89, 1876]
sudoku-solution-cell: ২	[19, 1696, 33, 1716]
sudoku-solution-cell: ৫	[19, 1716, 33, 1736]
sudoku-solution-cell: ২	[103, 1856, 117, 1876]
congress-byline: নিজস্ব প্রতিনিধি, ২ এপ্রিল :	[273, 1004, 389, 1016]
sudoku-rules: 'সুদোকু' শব্দটি জাপানি। জাপানিদের কাছে খেলাটি অত্যন্ত জনপ্রিয়। এটি একটি গাণিতিক ধাঁধাঁর মতোই। ১ থেকে ৯ এই ৯টি সংখ্যা নয়টি বর্গক্ষেত্রের মধ্যে বসাতে হবে প্রত্যেকটি। প্রতিটি সংখ্যা একবার ব্যবহৃত হবে। প্রতিটি সারি ও কলামেও থাকতে হবে ১ থেকে ৯ একই নিয়মে। ওপর নীচে কোনও সংখ্যা দুবার ব্যবহার করা যাবে না।	[18, 1542, 146, 1665]
sudoku-cell[interactable]	[350, 1732, 375, 1764]
zodiac-sign-name: মিথুন	[418, 1656, 439, 1667]
